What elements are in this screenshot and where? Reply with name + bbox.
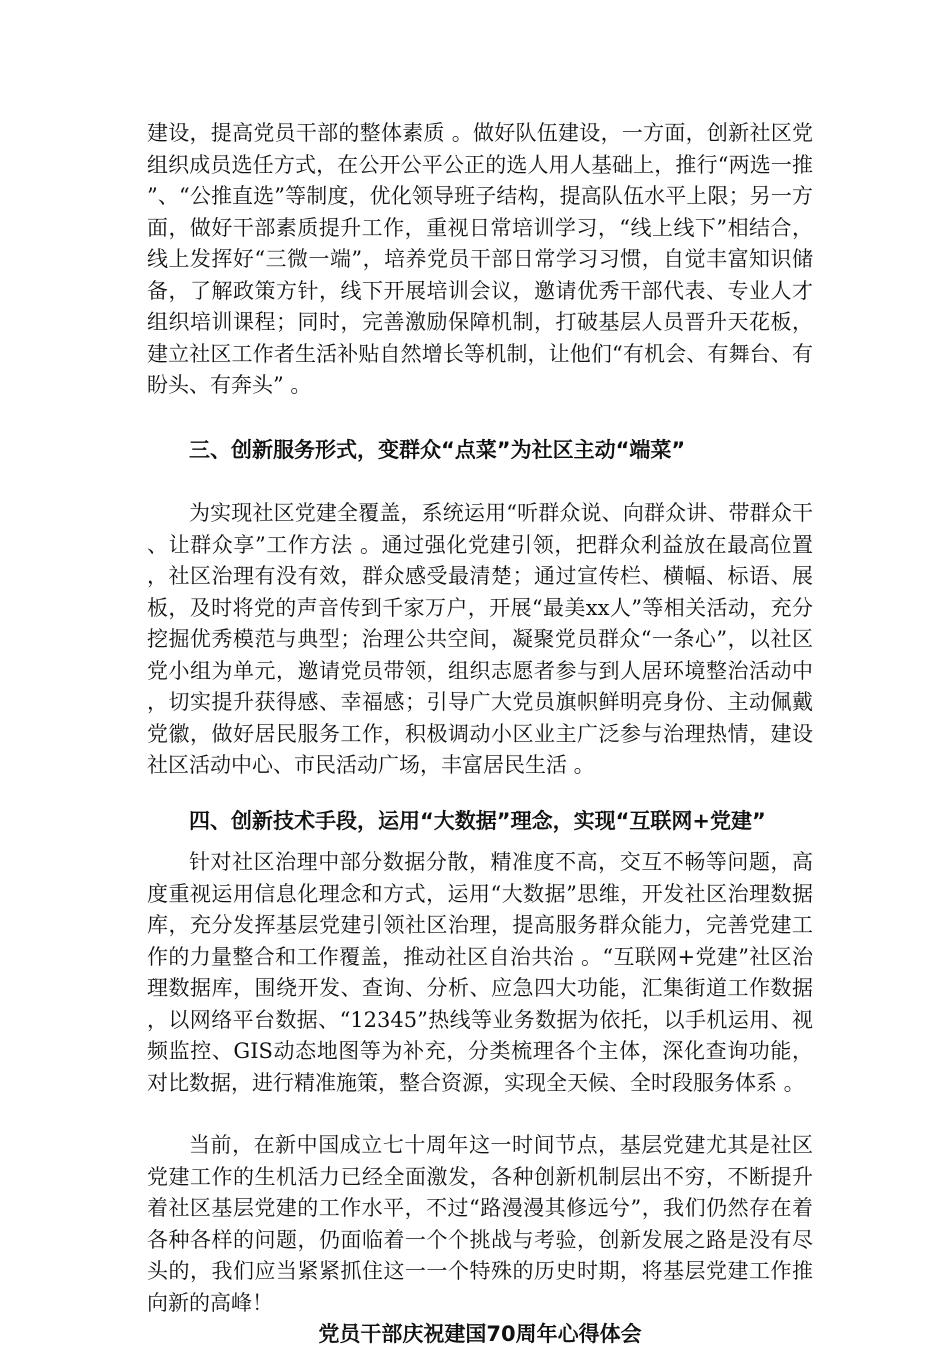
- section-heading-4: 四、创新技术手段，运用“大数据”理念，实现“互联网+党建”: [189, 808, 766, 833]
- section-heading-3: 三、创新服务形式，变群众“点菜”为社区主动“端菜”: [189, 437, 686, 462]
- body-paragraph: 当前，在新中国成立七十周年这一时间节点，基层党建尤其是社区党建工作的生机活力已经全面激发，各种创新机制层出不穷，不断提升着社区基层党建的工作水平，不过“路漫漫其修远兮”，我们仍然存在着各种各样的问题，仍面临着一个个挑战与考验，创新发展之路是没有尽头的，我们应当紧紧抓住这一一个特殊的历史时期，将基层党建工作推向新的高峰！: [147, 1133, 813, 1315]
- body-paragraph: 建设，提高党员干部的整体素质 。做好队伍建设，一方面，创新社区党组织成员选任方式，在公开公平公正的选人用人基础上，推行“两选一推”、“公推直选”等制度，优化领导班子结构，提高队伍水平上限；另一方面，做好干部素质提升工作，重视日常培训学习，“线上线下”相结合，线上发挥好“三微一端”，培养党员干部日常学习习惯，自觉丰富知识储备，了解政策方针，线下开展培训会议，邀请优秀干部代表、专业人才组织培训课程；同时，完善激励保障机制，打破基层人员晋升天花板，建立社区工作者生活补贴自然增长等机制，让他们“有机会、有舞台、有盼头、有奔头” 。: [147, 121, 813, 397]
- body-paragraph: 针对社区治理中部分数据分散，精准度不高，交互不畅等问题，高度重视运用信息化理念和方式，运用“大数据”思维，开发社区治理数据库，充分发挥基层党建引领社区治理，提高服务群众能力，完善党建工作的力量整合和工作覆盖，推动社区自治共治 。“互联网+党建”社区治理数据库，围绕开发、查询、分析、应急四大功能，汇集街道工作数据，以网络平台数据、“12345”热线等业务数据为依托，以手机运用、视频监控、GIS动态地图等为补充，分类梳理各个主体，深化查询功能，对比数据，进行精准施策，整合资源，实现全天候、全时段服务体系 。: [147, 850, 813, 1095]
- next-article-title: 党员干部庆祝建国70周年心得体会: [318, 1322, 642, 1346]
- document-body: [147, 118, 813, 1351]
- body-paragraph: 为实现社区党建全覆盖，系统运用“听群众说、向群众讲、带群众干、让群众享”工作方法 。通过强化党建引领，把群众利益放在最高位置，社区治理有没有效，群众感受最清楚；通过宣传栏、横幅、标语、展板，及时将党的声音传到千家万户，开展“最美xx人”等相关活动，充分挖掘优秀模范与典型；治理公共空间，凝聚党员群众“一条心”，以社区党小组为单元，邀请党员带领，组织志愿者参与到人居环境整治活动中，切实提升获得感、幸福感；引导广大党员旗帜鲜明亮身份、主动佩戴党徽，做好居民服务工作，积极调动小区业主广泛参与治理热情，建设社区活动中心、市民活动广场，丰富居民生活 。: [147, 501, 813, 777]
